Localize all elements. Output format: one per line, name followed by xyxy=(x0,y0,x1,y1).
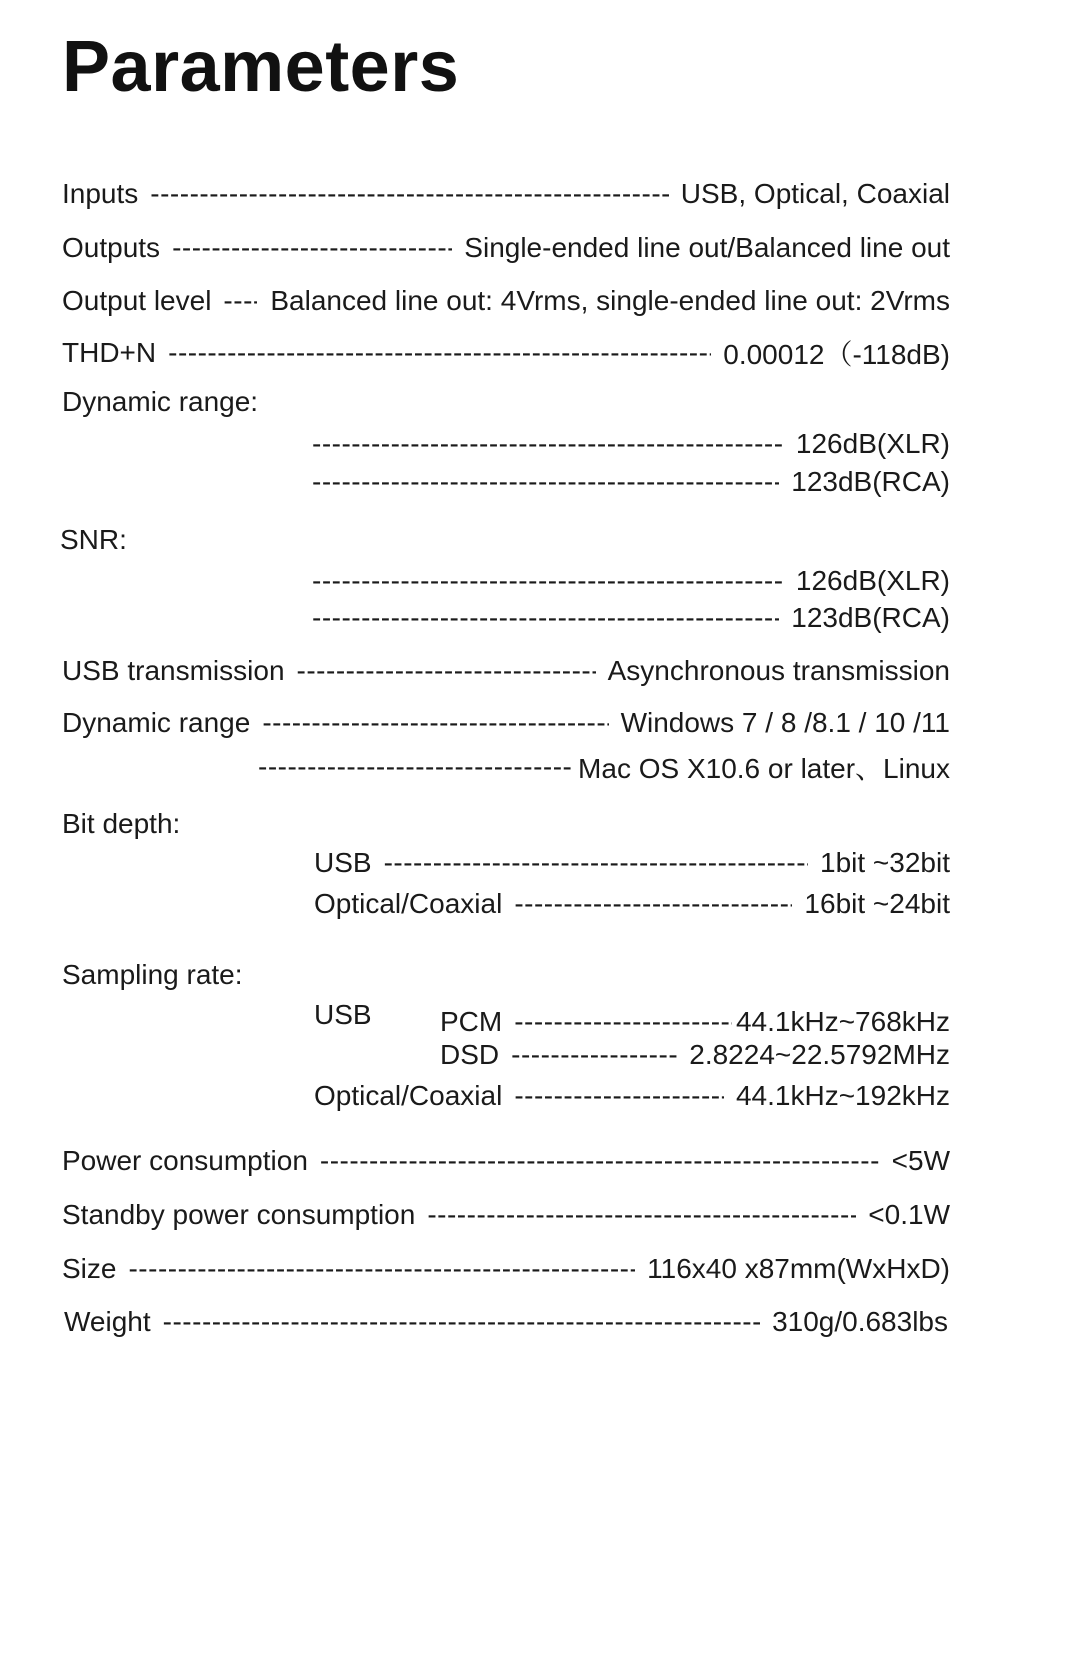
spec-value: Mac OS X10.6 or later、Linux xyxy=(578,753,950,784)
spec-value: USB, Optical, Coaxial xyxy=(680,178,950,209)
spec-row-outputs xyxy=(62,228,950,268)
spec-value: Asynchronous transmission xyxy=(607,655,950,686)
spec-label: Optical/Coaxial xyxy=(314,1080,503,1111)
spec-label: USB transmission xyxy=(62,655,285,686)
leader-dashes xyxy=(312,561,784,601)
spec-value: 116x40 x87mm(WxHxD) xyxy=(647,1253,950,1284)
spec-label: Output level xyxy=(62,285,212,316)
spec-value: 44.1kHz~192kHz xyxy=(735,1080,950,1111)
spec-value: 123dB(RCA) xyxy=(791,602,950,633)
spec-label: Weight xyxy=(64,1306,151,1337)
leader-dashes xyxy=(262,703,608,743)
leader-dashes xyxy=(258,747,572,787)
spec-label: Dynamic range xyxy=(62,707,251,738)
spec-row-bit-depth-optical xyxy=(314,884,950,924)
spec-row-output-level xyxy=(62,281,950,321)
spec-row-thd xyxy=(62,333,950,373)
leader-dashes xyxy=(150,174,669,214)
leader-dashes xyxy=(172,228,452,268)
spec-row-power xyxy=(62,1141,950,1181)
spec-value: <0.1W xyxy=(868,1199,950,1230)
spec-row-os-windows xyxy=(62,703,950,743)
spec-value: 0.00012（-118dB) xyxy=(723,339,950,370)
section-heading-snr: SNR: xyxy=(60,524,127,555)
leader-dashes xyxy=(427,1195,856,1235)
section-heading-sampling-rate: Sampling rate: xyxy=(62,959,243,990)
section-heading-bit-depth: Bit depth: xyxy=(62,808,181,839)
spec-row-usb-transmission xyxy=(62,651,950,691)
spec-row-sampling-optical xyxy=(314,1076,950,1116)
leader-dashes xyxy=(320,1141,880,1181)
spec-label: PCM xyxy=(440,1006,503,1037)
leader-dashes xyxy=(163,1302,760,1342)
spec-label: Power consumption xyxy=(62,1145,308,1176)
leader-dashes xyxy=(384,843,808,883)
page-title: Parameters xyxy=(62,27,460,107)
spec-label: USB xyxy=(314,847,372,878)
spec-row-bit-depth-usb xyxy=(314,843,950,883)
spec-row-dynamic-range-rca xyxy=(312,462,950,502)
spec-row-os-mac xyxy=(258,747,950,787)
spec-label: Optical/Coaxial xyxy=(314,888,503,919)
spec-value: 126dB(XLR) xyxy=(795,565,950,596)
spec-row-snr-rca xyxy=(312,598,950,638)
spec-value: 16bit ~24bit xyxy=(804,888,950,919)
leader-dashes xyxy=(312,462,779,502)
leader-dashes xyxy=(514,1076,724,1116)
leader-dashes xyxy=(128,1249,635,1289)
spec-value: Single-ended line out/Balanced line out xyxy=(464,232,950,263)
spec-value: <5W xyxy=(891,1145,950,1176)
leader-dashes xyxy=(168,333,711,373)
spec-label: Standby power consumption xyxy=(62,1199,416,1230)
spec-row-size xyxy=(62,1249,950,1289)
spec-row-inputs xyxy=(62,174,950,214)
spec-row-weight xyxy=(64,1302,948,1342)
leader-dashes xyxy=(511,1035,677,1075)
spec-value: 123dB(RCA) xyxy=(791,466,950,497)
spec-row-snr-xlr xyxy=(312,561,950,601)
spec-value: 126dB(XLR) xyxy=(795,428,950,459)
spec-row-sampling-dsd xyxy=(440,1035,950,1075)
spec-label: Inputs xyxy=(62,178,139,209)
spec-label: Size xyxy=(62,1253,117,1284)
spec-label: Outputs xyxy=(62,232,161,263)
leader-dashes xyxy=(297,651,596,691)
leader-dashes xyxy=(514,884,792,924)
spec-value: 1bit ~32bit xyxy=(820,847,950,878)
spec-value: 310g/0.683lbs xyxy=(772,1306,948,1337)
section-heading-dynamic-range: Dynamic range: xyxy=(62,386,259,417)
leader-dashes xyxy=(312,424,784,464)
spec-label: DSD xyxy=(440,1039,500,1070)
spec-row-dynamic-range-xlr xyxy=(312,424,950,464)
spec-value: 2.8224~22.5792MHz xyxy=(689,1039,950,1070)
leader-dashes xyxy=(312,598,779,638)
spec-label: THD+N xyxy=(62,337,157,368)
leader-dashes xyxy=(223,281,257,321)
spec-value: Windows 7 / 8 /8.1 / 10 /11 xyxy=(620,707,950,738)
spec-value: Balanced line out: 4Vrms, single-ended line out: 2Vrms xyxy=(270,285,950,316)
sampling-usb-label: USB xyxy=(314,999,372,1030)
spec-row-standby xyxy=(62,1195,950,1235)
spec-value: 44.1kHz~768kHz xyxy=(735,1006,950,1037)
